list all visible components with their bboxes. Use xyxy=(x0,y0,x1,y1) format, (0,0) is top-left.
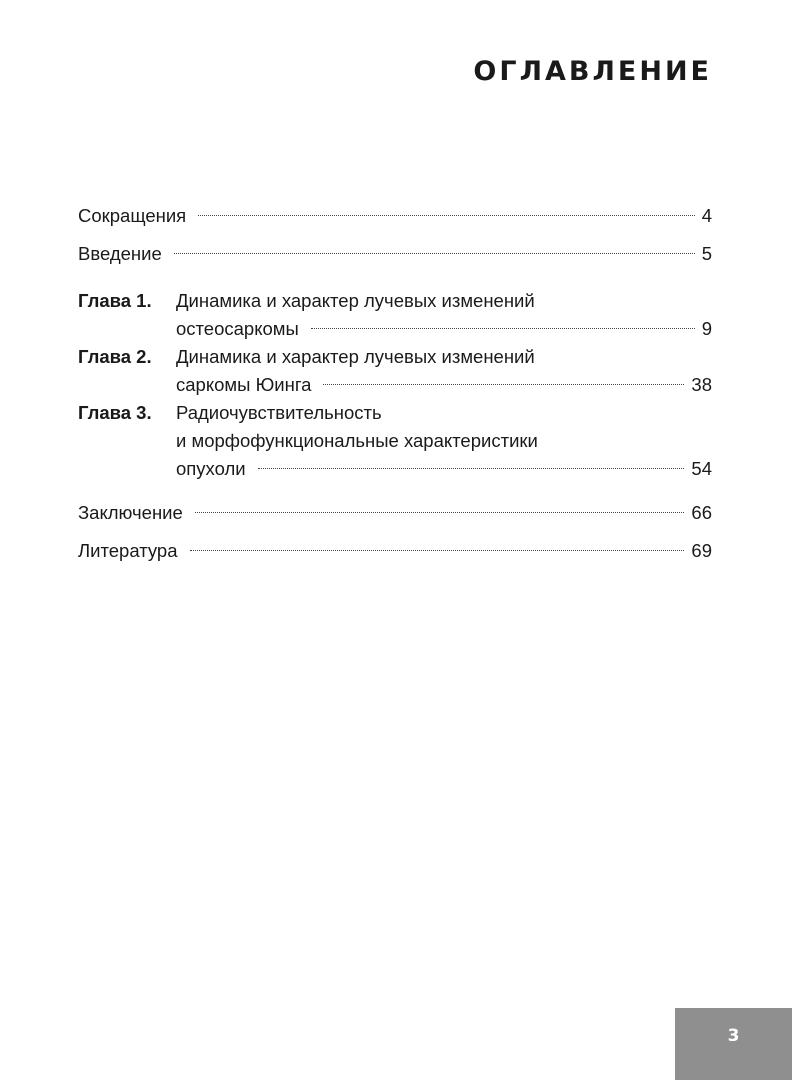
toc-entry-chapter-3[interactable] xyxy=(78,399,712,483)
toc-entry-label: Литература xyxy=(78,540,178,561)
toc-page-number: 66 xyxy=(691,502,712,523)
page-title: ОГЛАВЛЕНИЕ xyxy=(473,56,712,87)
toc-entry-literature[interactable] xyxy=(78,537,712,565)
chapter-title-line: саркомы Юинга xyxy=(176,374,312,395)
chapter-number: Глава 3. xyxy=(78,402,152,423)
toc-entry-label: Введение xyxy=(78,243,162,264)
table-of-contents xyxy=(78,200,712,565)
chapter-number: Глава 1. xyxy=(78,290,152,311)
dot-leader xyxy=(198,215,695,216)
toc-page-number: 54 xyxy=(691,458,712,479)
toc-page-number: 9 xyxy=(701,318,712,339)
toc-page-number: 69 xyxy=(691,540,712,561)
toc-entry-chapter-1[interactable] xyxy=(78,287,712,343)
chapter-title-line: остеосаркомы xyxy=(176,318,299,339)
dot-leader xyxy=(190,550,685,551)
toc-entry-chapter-2[interactable] xyxy=(78,343,712,399)
page-number-tab xyxy=(675,1008,792,1080)
toc-entry-conclusion[interactable] xyxy=(78,499,712,527)
chapter-title-line: опухоли xyxy=(176,458,246,479)
chapter-number: Глава 2. xyxy=(78,346,152,367)
page-number: 3 xyxy=(727,1026,740,1046)
dot-leader xyxy=(311,328,695,329)
dot-leader xyxy=(195,512,685,513)
dot-leader xyxy=(323,384,684,385)
toc-page-number: 4 xyxy=(701,205,712,226)
toc-page-number: 5 xyxy=(701,243,712,264)
toc-page-number: 38 xyxy=(691,374,712,395)
chapter-title-line: Динамика и характер лучевых изменений xyxy=(176,290,535,311)
toc-entry-label: Заключение xyxy=(78,502,183,523)
chapter-title-line: Динамика и характер лучевых изменений xyxy=(176,346,535,367)
chapter-title-line: Радиочувствительность xyxy=(176,402,382,423)
toc-entry-label: Сокращения xyxy=(78,205,187,226)
dot-leader xyxy=(258,468,685,469)
toc-entry-introduction[interactable] xyxy=(78,240,712,268)
dot-leader xyxy=(174,253,695,254)
toc-entry-abbreviations[interactable] xyxy=(78,202,712,230)
chapter-title-line: и морфофункциональные характеристики xyxy=(176,430,538,451)
